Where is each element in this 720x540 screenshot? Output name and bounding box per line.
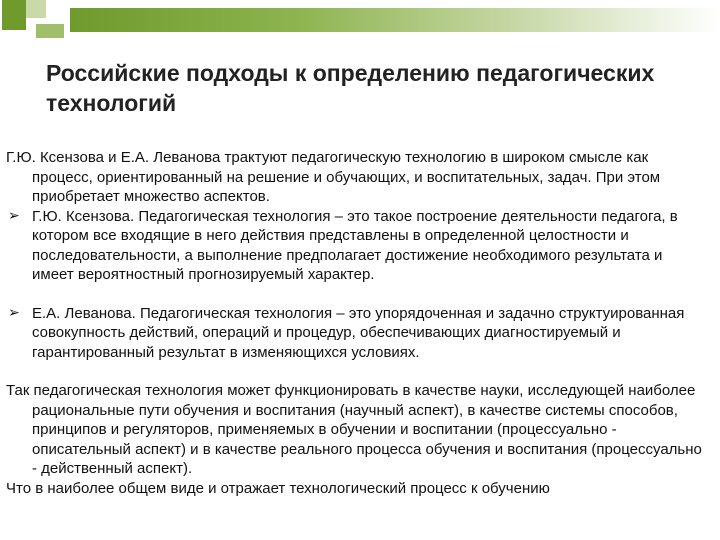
decor-square-small [26,0,46,18]
decor-square-small-2 [36,24,64,38]
decor-square-large [2,0,26,30]
bullet-item-ksenzova [6,207,706,285]
bullet-text: Е.А. Леванова. Педагогическая технология – это упорядоченная и задачно структуированная совокупность действий, операций и процедур, обеспечивающих диагностируемый и гарантированный результат в изменяющихся условиях. [32,304,685,361]
closing-line: Что в наиболее общем виде и отражает технологический процесс к обучению [6,479,550,497]
slide-title: Российские подходы к определению педагогических технологий [46,60,655,116]
arrow-bullet-icon: ➢ [8,304,20,321]
intro-paragraph: Г.Ю. Ксензова и Е.А. Леванова трактуют педагогическую технологию в широком смысле как процесс, ориентированный на решение и обучающих, и воспитательных, задач. При этом приобретает множество аспектов. [6,149,661,205]
conclusion-paragraph: Так педагогическая технология может функционировать в качестве науки, исследующей наиболее рациональные пути обучения и воспитания (научный аспект), в качестве системы способов, принципов и регуляторов, применяемых в обучении и воспитании (процессуально - описательный аспект) и в качестве реального процесса обучения и воспитания (процессуально - действенный аспект). [6,382,702,477]
header-bar [70,8,720,32]
bullet-item-levanova [6,304,706,363]
arrow-bullet-icon: ➢ [8,207,20,224]
slide-body [6,148,706,498]
bullet-text: Г.Ю. Ксензова. Педагогическая технология – это такое построение деятельности педагога, в котором все входящие в него действия представлены в определенной целостности и последовательности, а выполнение предполагает достижение необходимого результата и имеет вероятностный прогнозируемый характер. [32,207,678,283]
